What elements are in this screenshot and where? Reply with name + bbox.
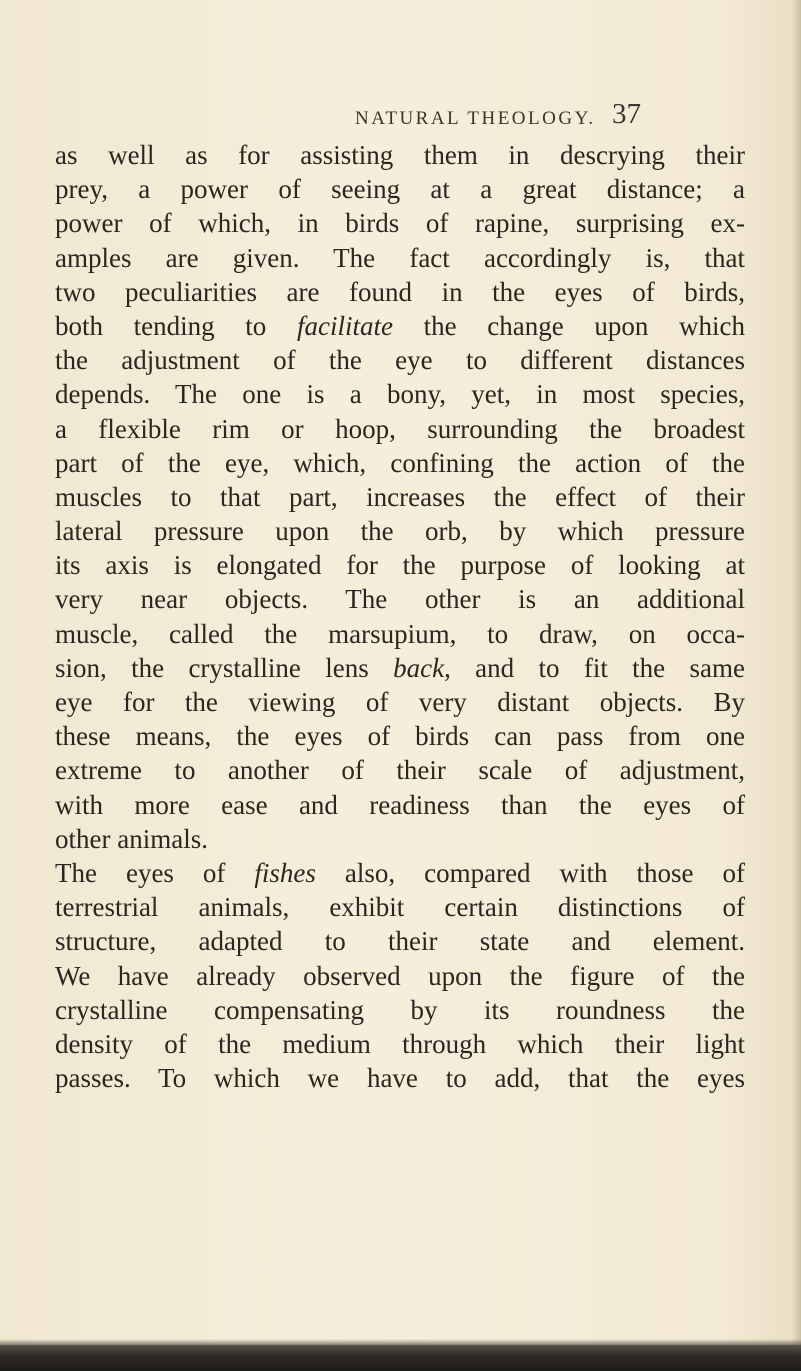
text-line: eye for the viewing of very distant objects. By bbox=[55, 687, 745, 717]
text-line: prey, a power of seeing at a great distance; a bbox=[55, 174, 745, 205]
text-line: with more ease and readiness than the eyes of bbox=[55, 789, 745, 820]
text-line: these means, the eyes of birds can pass from one bbox=[55, 721, 745, 752]
running-title: NATURAL THEOLOGY. bbox=[355, 108, 596, 129]
text-line bbox=[55, 651, 745, 685]
text-line: very near objects. The other is an additional bbox=[55, 584, 745, 615]
text-line bbox=[55, 309, 745, 343]
text-line: passes. To which we have to add, that the eyes bbox=[55, 1063, 745, 1094]
italic-word: fishes bbox=[254, 857, 316, 888]
text-line: part of the eye, which, confining the action of the bbox=[55, 447, 745, 478]
text-line: two peculiarities are found in the eyes of birds, bbox=[55, 276, 745, 307]
text-line: We have already observed upon the figure of the bbox=[55, 960, 745, 991]
text-line bbox=[55, 856, 745, 890]
text-line: terrestrial animals, exhibit certain distinctions of bbox=[55, 892, 745, 923]
text-line: a flexible rim or hoop, surrounding the broadest bbox=[55, 413, 745, 444]
italic-word: facilitate bbox=[296, 310, 393, 341]
text-line: crystalline compensating by its roundness the bbox=[55, 994, 745, 1025]
text-line: structure, adapted to their state and element. bbox=[55, 926, 745, 957]
text-line: as well as for assisting them in descrying their bbox=[55, 140, 745, 170]
text-line: the adjustment of the eye to different distances bbox=[55, 345, 745, 376]
text-line: depends. The one is a bony, yet, in most species, bbox=[55, 379, 745, 410]
text-segment: also, compared with those of bbox=[315, 857, 745, 888]
page-edge-shadow bbox=[791, 0, 801, 1371]
text-line: lateral pressure upon the orb, by which pressure bbox=[55, 516, 745, 547]
text-segment: the change upon which bbox=[392, 310, 745, 341]
text-segment: The eyes of bbox=[55, 857, 255, 888]
text-line: extreme to another of their scale of adjustment, bbox=[55, 755, 745, 786]
page-number: 37 bbox=[612, 98, 641, 130]
page-header bbox=[0, 88, 801, 128]
text-segment: both tending to bbox=[55, 310, 297, 341]
text-line: other animals. bbox=[55, 823, 208, 854]
body-text bbox=[55, 138, 745, 1095]
text-line: muscles to that part, increases the effect of their bbox=[55, 481, 745, 512]
text-segment: sion, the crystalline lens bbox=[55, 652, 394, 683]
text-line: power of which, in birds of rapine, surprising ex- bbox=[55, 208, 745, 239]
text-line: muscle, called the marsupium, to draw, on occa- bbox=[55, 618, 745, 649]
text-line: its axis is elongated for the purpose of looking at bbox=[55, 550, 745, 581]
text-line: amples are given. The fact accordingly is, that bbox=[55, 242, 745, 273]
text-line: density of the medium through which their light bbox=[55, 1028, 745, 1059]
page-bottom-edge bbox=[0, 1345, 801, 1371]
text-segment: , and to fit the same bbox=[444, 652, 745, 683]
italic-word: back bbox=[393, 652, 445, 683]
